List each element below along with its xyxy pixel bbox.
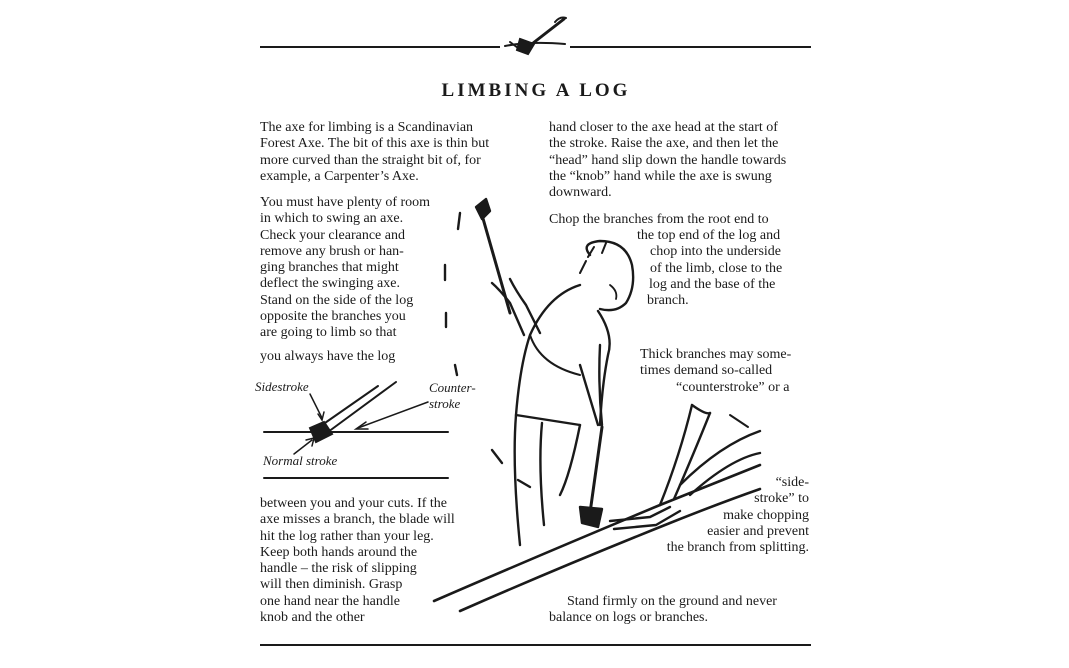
right-para-2: the top end of the log and chop into the underside of the limb, close to the log and the base of the branch. <box>637 228 783 309</box>
right-para-4: “side- stroke” to make chopping easier and prevent the branch from splitting. <box>666 475 809 556</box>
man-chopping-illustration <box>430 195 760 615</box>
counterstroke-label: Counter- stroke <box>429 380 476 411</box>
left-para-3: between you and your cuts. If the axe misses a branch, the blade will hit the log rather than your leg. Keep both hands around the handle – the risk of slipping will then diminish. Grasp one hand near the handle knob and the other <box>260 496 455 626</box>
axe-ornament-icon <box>500 14 570 54</box>
header-rule-left <box>260 46 500 48</box>
left-para-1: The axe for limbing is a Scandinavian Forest Axe. The bit of this axe is thin but more curved than the straight bit of, for example, a Carpenter’s Axe. <box>260 120 490 184</box>
left-para-2: You must have plenty of room in which to swing an axe. Check your clearance and remove any brush or han- ging branches that might deflect the swinging axe. Stand on the side of the log opposite the branches you are going to limb so that <box>260 195 431 341</box>
sidestroke-label: Sidestroke <box>255 379 309 394</box>
right-para-3: Thick branches may some- times demand so-called “counterstroke” or a <box>640 347 792 395</box>
header-rule-right <box>570 46 811 48</box>
right-para-1: hand closer to the axe head at the start of the stroke. Raise the axe, and then let the “head” hand slip down the handle towards the “knob” hand while the axe is swung downward. <box>549 120 787 201</box>
left-para-2-end: you always have the log <box>260 349 396 364</box>
right-para-5: Stand firmly on the ground and never balance on logs or branches. <box>549 594 777 626</box>
page-title: LIMBING A LOG <box>441 80 631 101</box>
right-para-2-first: Chop the branches from the root end to <box>549 212 769 227</box>
normal-stroke-label: Normal stroke <box>263 453 338 468</box>
footer-rule <box>260 644 811 646</box>
